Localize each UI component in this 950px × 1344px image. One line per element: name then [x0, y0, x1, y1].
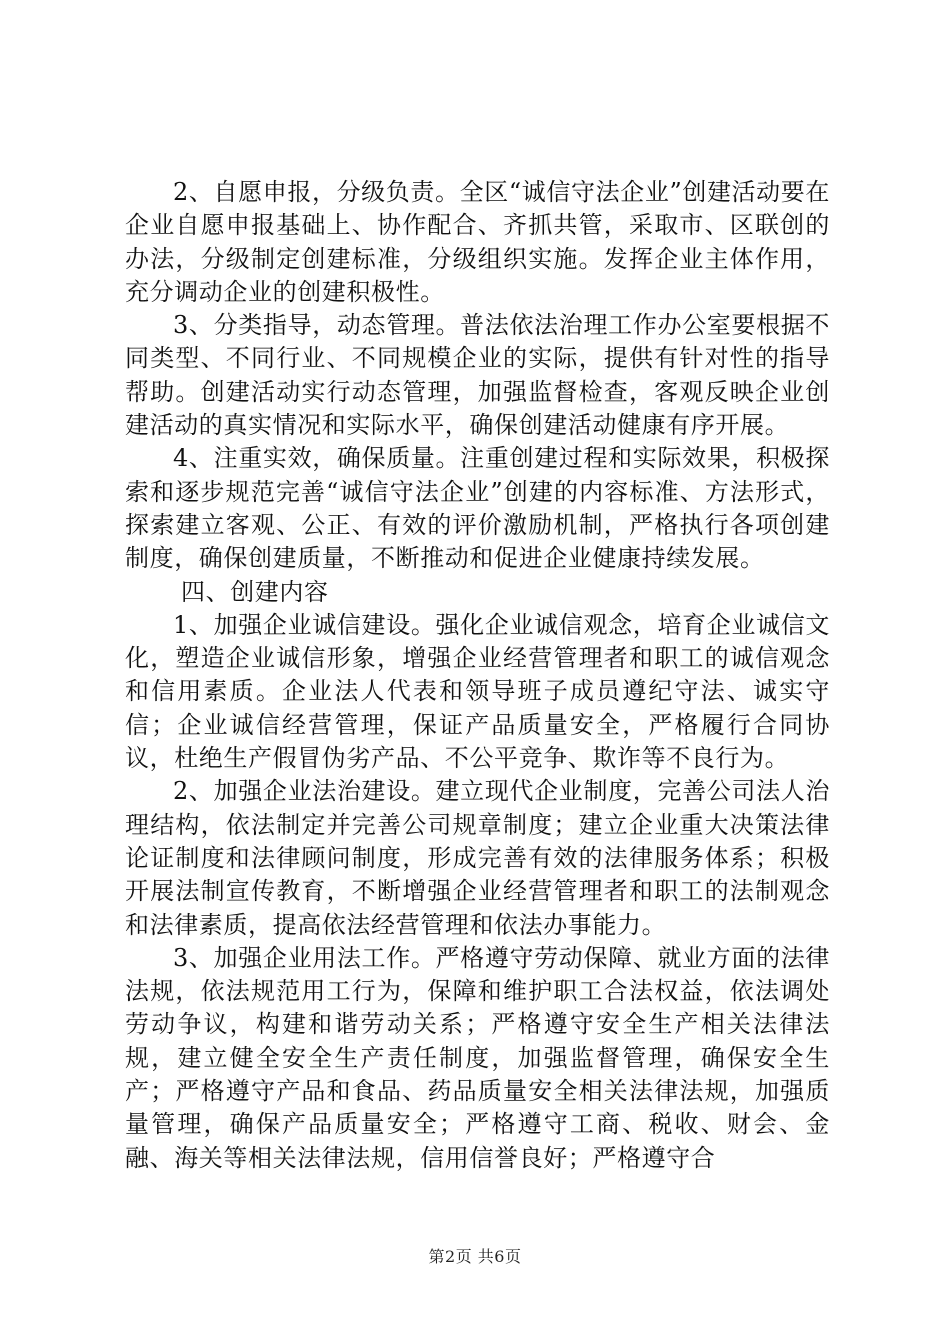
paragraph-content-3: 3、加强企业用法工作。严格遵守劳动保障、就业方面的法律法规，依法规范用工行为，保障和维护职工合法权益，依法调处劳动争议，构建和谐劳动关系；严格遵守安全生产相关法律法规，建立健全安全生产责任制度，加强监督管理，确保安全生产；严格遵守产品和食品、药品质量安全相关法律法规，加强质量管理，确保产品质量安全；严格遵守工商、税收、财会、金融、海关等相关法律法规，信用信誉良好；严格遵守合: [125, 943, 830, 1172]
paragraph-principle-2: 2、自愿申报，分级负责。全区“诚信守法企业”创建活动要在企业自愿申报基础上、协作配合、齐抓共管，采取市、区联创的办法，分级制定创建标准，分级组织实施。发挥企业主体作用，充分调动企业的创建积极性。: [125, 178, 830, 306]
page-number-footer: 第2页 共6页: [428, 1247, 522, 1266]
paragraph-principle-3: 3、分类指导，动态管理。普法依法治理工作办公室要根据不同类型、不同行业、不同规模企业的实际，提供有针对性的指导帮助。创建活动实行动态管理，加强监督检查，客观反映企业创建活动的真实情况和实际水平，确保创建活动健康有序开展。: [125, 311, 830, 440]
paragraph-content-1: 1、加强企业诚信建设。强化企业诚信观念，培育企业诚信文化，塑造企业诚信形象，增强企业经营管理者和职工的诚信观念和信用素质。企业法人代表和领导班子成员遵纪守法、诚实守信；企业诚信经营管理，保证产品质量安全，严格履行合同协议，杜绝生产假冒伪劣产品、不公平竞争、欺诈等不良行为。: [125, 610, 830, 773]
section-heading-content: 四、创建内容: [181, 577, 329, 606]
document-body: [125, 176, 830, 1175]
paragraph-principle-4: 4、注重实效，确保质量。注重创建过程和实际效果，积极探索和逐步规范完善“诚信守法企业”创建的内容标准、方法形式，探索建立客观、公正、有效的评价激励机制，严格执行各项创建制度，确保创建质量，不断推动和促进企业健康持续发展。: [125, 444, 830, 573]
paragraph-content-2: 2、加强企业法治建设。建立现代企业制度，完善公司法人治理结构，依法制定并完善公司规章制度；建立企业重大决策法律论证制度和法律顾问制度，形成完善有效的法律服务体系；积极开展法制宣传教育，不断增强企业经营管理者和职工的法制观念和法律素质，提高依法经营管理和依法办事能力。: [125, 777, 830, 939]
